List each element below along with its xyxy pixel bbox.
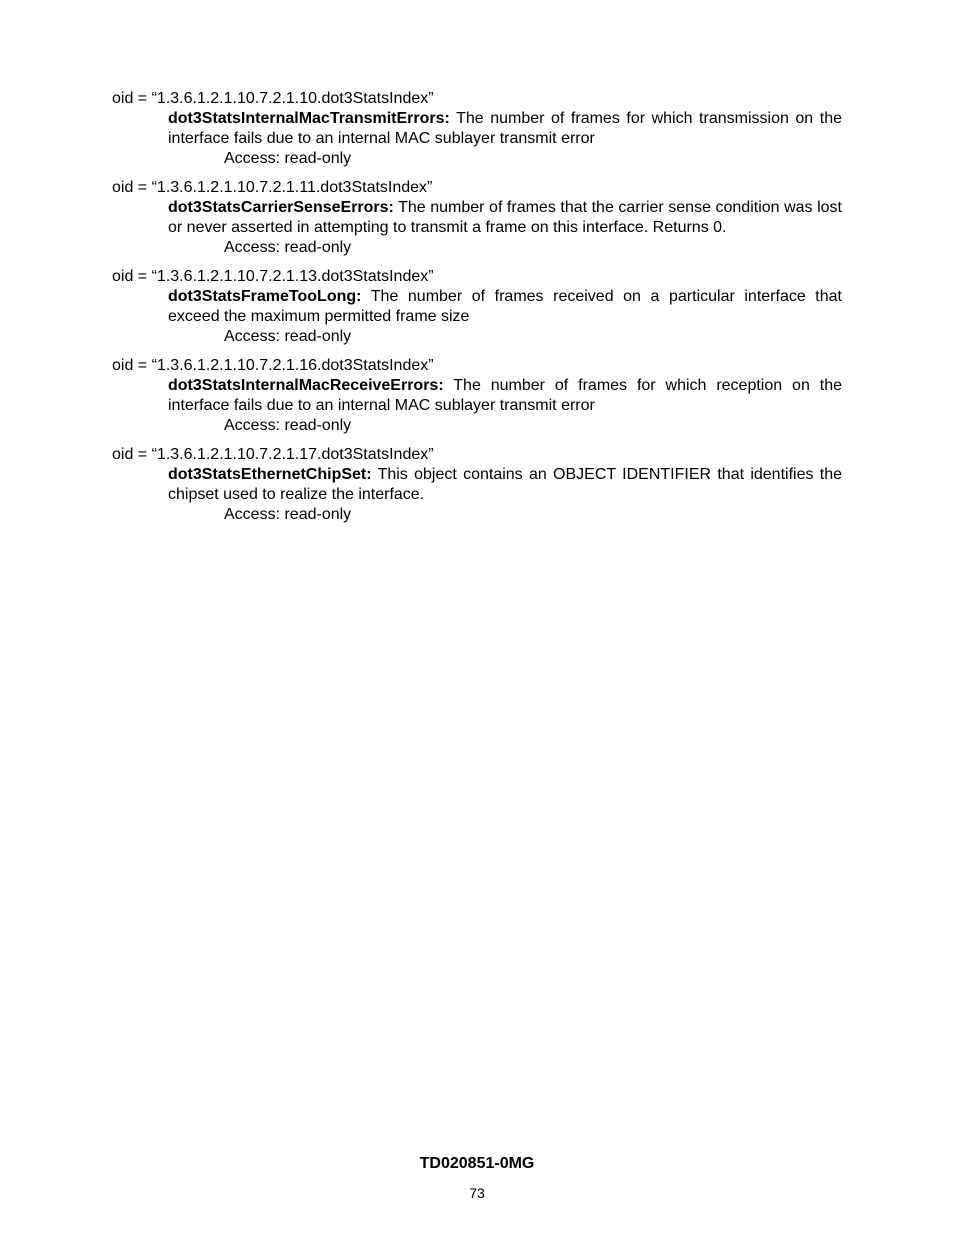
object-description-text: The number of frames received on a particular interface that exceed the maximum permitted frame size bbox=[168, 288, 842, 325]
object-term: dot3StatsCarrierSenseErrors: bbox=[168, 199, 394, 216]
document-body bbox=[112, 89, 842, 534]
object-description bbox=[168, 287, 842, 327]
object-term: dot3StatsInternalMacReceiveErrors: bbox=[168, 377, 444, 394]
page-number: 73 bbox=[469, 1185, 485, 1201]
object-term: dot3StatsFrameTooLong: bbox=[168, 288, 362, 305]
access-line: Access: read-only bbox=[224, 328, 352, 345]
oid-line: oid = “1.3.6.1.2.1.10.7.2.1.11.dot3StatsIndex” bbox=[112, 179, 433, 196]
oid-line: oid = “1.3.6.1.2.1.10.7.2.1.10.dot3StatsIndex” bbox=[112, 90, 434, 107]
oid-entry bbox=[112, 445, 842, 525]
object-description-text: This object contains an OBJECT IDENTIFIER that identifies the chipset used to realize the interface. bbox=[168, 466, 842, 503]
oid-entry bbox=[112, 89, 842, 169]
access-line: Access: read-only bbox=[224, 417, 352, 434]
access-line: Access: read-only bbox=[224, 239, 352, 256]
object-description bbox=[168, 376, 842, 416]
object-description-text: The number of frames that the carrier sense condition was lost or never asserted in attempting to transmit a frame on this interface. Returns 0. bbox=[168, 199, 842, 236]
object-term: dot3StatsInternalMacTransmitErrors: bbox=[168, 110, 450, 127]
object-description bbox=[168, 465, 842, 505]
object-description bbox=[168, 109, 842, 149]
object-description-text: The number of frames for which transmission on the interface fails due to an internal MAC sublayer transmit error bbox=[168, 110, 842, 147]
object-description-text: The number of frames for which reception on the interface fails due to an internal MAC sublayer transmit error bbox=[168, 377, 842, 414]
oid-line: oid = “1.3.6.1.2.1.10.7.2.1.16.dot3StatsIndex” bbox=[112, 357, 434, 374]
oid-line: oid = “1.3.6.1.2.1.10.7.2.1.17.dot3StatsIndex” bbox=[112, 446, 434, 463]
oid-entry bbox=[112, 267, 842, 347]
footer-document-id: TD020851-0MG bbox=[419, 1155, 535, 1172]
oid-line: oid = “1.3.6.1.2.1.10.7.2.1.13.dot3StatsIndex” bbox=[112, 268, 434, 285]
object-term: dot3StatsEthernetChipSet: bbox=[168, 466, 372, 483]
object-description bbox=[168, 198, 842, 238]
access-line: Access: read-only bbox=[224, 150, 352, 167]
oid-entry bbox=[112, 178, 842, 258]
oid-entry bbox=[112, 356, 842, 436]
access-line: Access: read-only bbox=[224, 506, 352, 523]
